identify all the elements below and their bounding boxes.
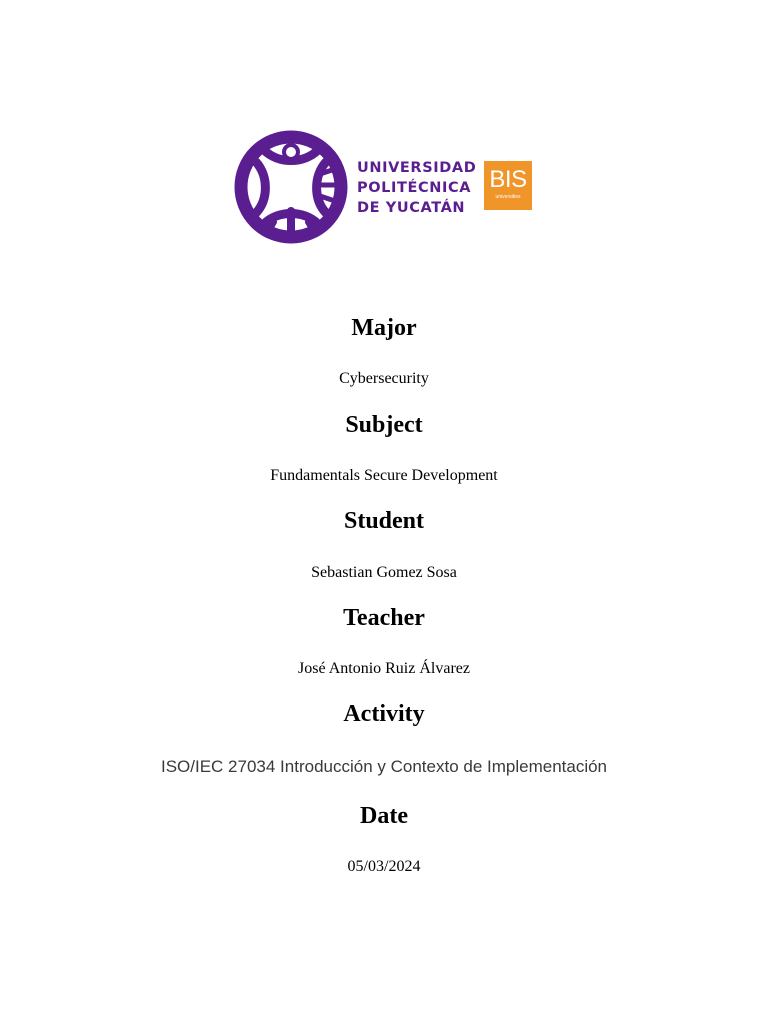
university-logo — [234, 128, 534, 246]
student-heading: Student — [343, 508, 425, 534]
date-heading: Date — [360, 803, 408, 829]
bis-badge-subtext: universities — [495, 194, 521, 200]
bis-badge — [484, 161, 532, 210]
teacher-value: José Antonio Ruiz Álvarez — [298, 660, 470, 677]
major-value: Cybersecurity — [339, 370, 429, 387]
activity-heading: Activity — [343, 701, 425, 727]
university-name-line-1: UNIVERSIDAD — [357, 160, 477, 176]
activity-value: ISO/IEC 27034 Introducción y Contexto de Implementación — [160, 757, 608, 776]
major-heading: Major — [351, 315, 417, 341]
university-emblem-icon — [234, 128, 348, 246]
university-name-line-3: DE YUCATÁN — [357, 200, 466, 216]
bis-badge-text: BIS — [489, 166, 527, 193]
subject-heading: Subject — [345, 412, 423, 438]
subject-value: Fundamentals Secure Development — [270, 467, 498, 484]
date-value: 05/03/2024 — [347, 858, 421, 875]
university-name — [357, 158, 481, 218]
university-name-line-2: POLITÉCNICA — [357, 180, 472, 196]
teacher-heading: Teacher — [343, 605, 425, 631]
student-value: Sebastian Gomez Sosa — [311, 564, 457, 581]
